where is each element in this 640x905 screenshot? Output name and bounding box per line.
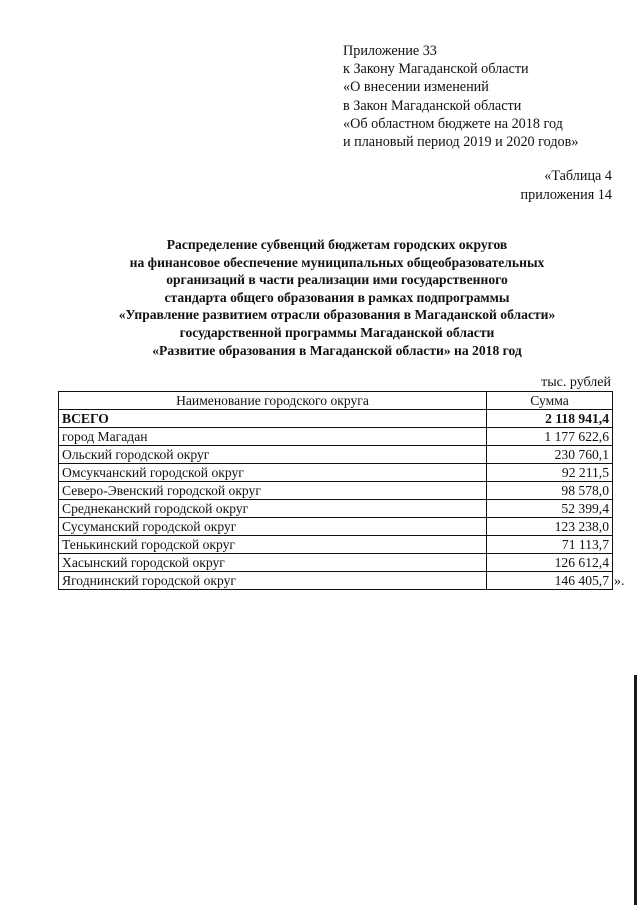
table-reference [521, 167, 612, 204]
column-header-name: Наименование городского округа [59, 392, 487, 410]
scan-edge-line [634, 675, 637, 905]
closing-quote-mark: ». [614, 574, 625, 589]
appendix-header [343, 42, 578, 151]
district-sum: 126 612,4 [487, 554, 613, 572]
district-sum: 1 177 622,6 [487, 428, 613, 446]
district-name: Среднеканский городской округ [59, 500, 487, 518]
appendix-header-line: «Об областном бюджете на 2018 год [343, 115, 563, 132]
title-line: стандарта общего образования в рамках подпрограммы [164, 289, 510, 305]
total-label: ВСЕГО [59, 410, 487, 428]
appendix-header-line: в Закон Магаданской области [343, 97, 522, 114]
table-row [59, 518, 613, 536]
table-header-row [59, 392, 613, 410]
district-name: город Магадан [59, 428, 487, 446]
table-row [59, 428, 613, 446]
column-header-sum: Сумма [487, 392, 613, 410]
table-row [59, 536, 613, 554]
district-name: Омсукчанский городской округ [59, 464, 487, 482]
district-sum: 98 578,0 [487, 482, 613, 500]
district-name: Тенькинский городской округ [59, 536, 487, 554]
table-row-total [59, 410, 613, 428]
district-sum: 230 760,1 [487, 446, 613, 464]
district-name: Ольский городской округ [59, 446, 487, 464]
title-line: «Развитие образования в Магаданской области» на 2018 год [152, 342, 522, 358]
district-sum: 146 405,7 [487, 572, 613, 590]
table-row [59, 446, 613, 464]
table-row [59, 482, 613, 500]
title-line: организаций в части реализации ими государственного [166, 272, 508, 288]
district-sum: 52 399,4 [487, 500, 613, 518]
table-row [59, 554, 613, 572]
table-row [59, 464, 613, 482]
title-line: на финансовое обеспечение муниципальных общеобразовательных [129, 254, 545, 270]
title-line: Распределение субвенций бюджетам городских округов [166, 237, 508, 252]
units-label: тыс. рублей [541, 375, 611, 390]
appendix-header-line: к Закону Магаданской области [343, 61, 529, 78]
subventions-table [58, 391, 613, 590]
table-row [59, 572, 613, 590]
table-row [59, 500, 613, 518]
total-sum: 2 118 941,4 [487, 410, 613, 428]
appendix-header-line: «О внесении изменений [343, 79, 489, 96]
district-name: Сусуманский городской округ [59, 518, 487, 536]
district-sum: 92 211,5 [487, 464, 613, 482]
document-title [60, 236, 614, 359]
district-name: Хасынский городской округ [59, 554, 487, 572]
district-name: Ягоднинский городской округ [59, 572, 487, 590]
district-name: Северо-Эвенский городской округ [59, 482, 487, 500]
title-line: «Управление развитием отрасли образования в Магаданской области» [118, 307, 556, 323]
title-line: государственной программы Магаданской области [179, 324, 495, 340]
table-reference-line: «Таблица 4 [544, 168, 612, 184]
appendix-header-line: и плановый период 2019 и 2020 годов» [343, 134, 579, 151]
table-reference-line: приложения 14 [520, 186, 612, 203]
district-sum: 71 113,7 [487, 536, 613, 554]
district-sum: 123 238,0 [487, 518, 613, 536]
appendix-header-line: Приложение 33 [343, 43, 437, 59]
